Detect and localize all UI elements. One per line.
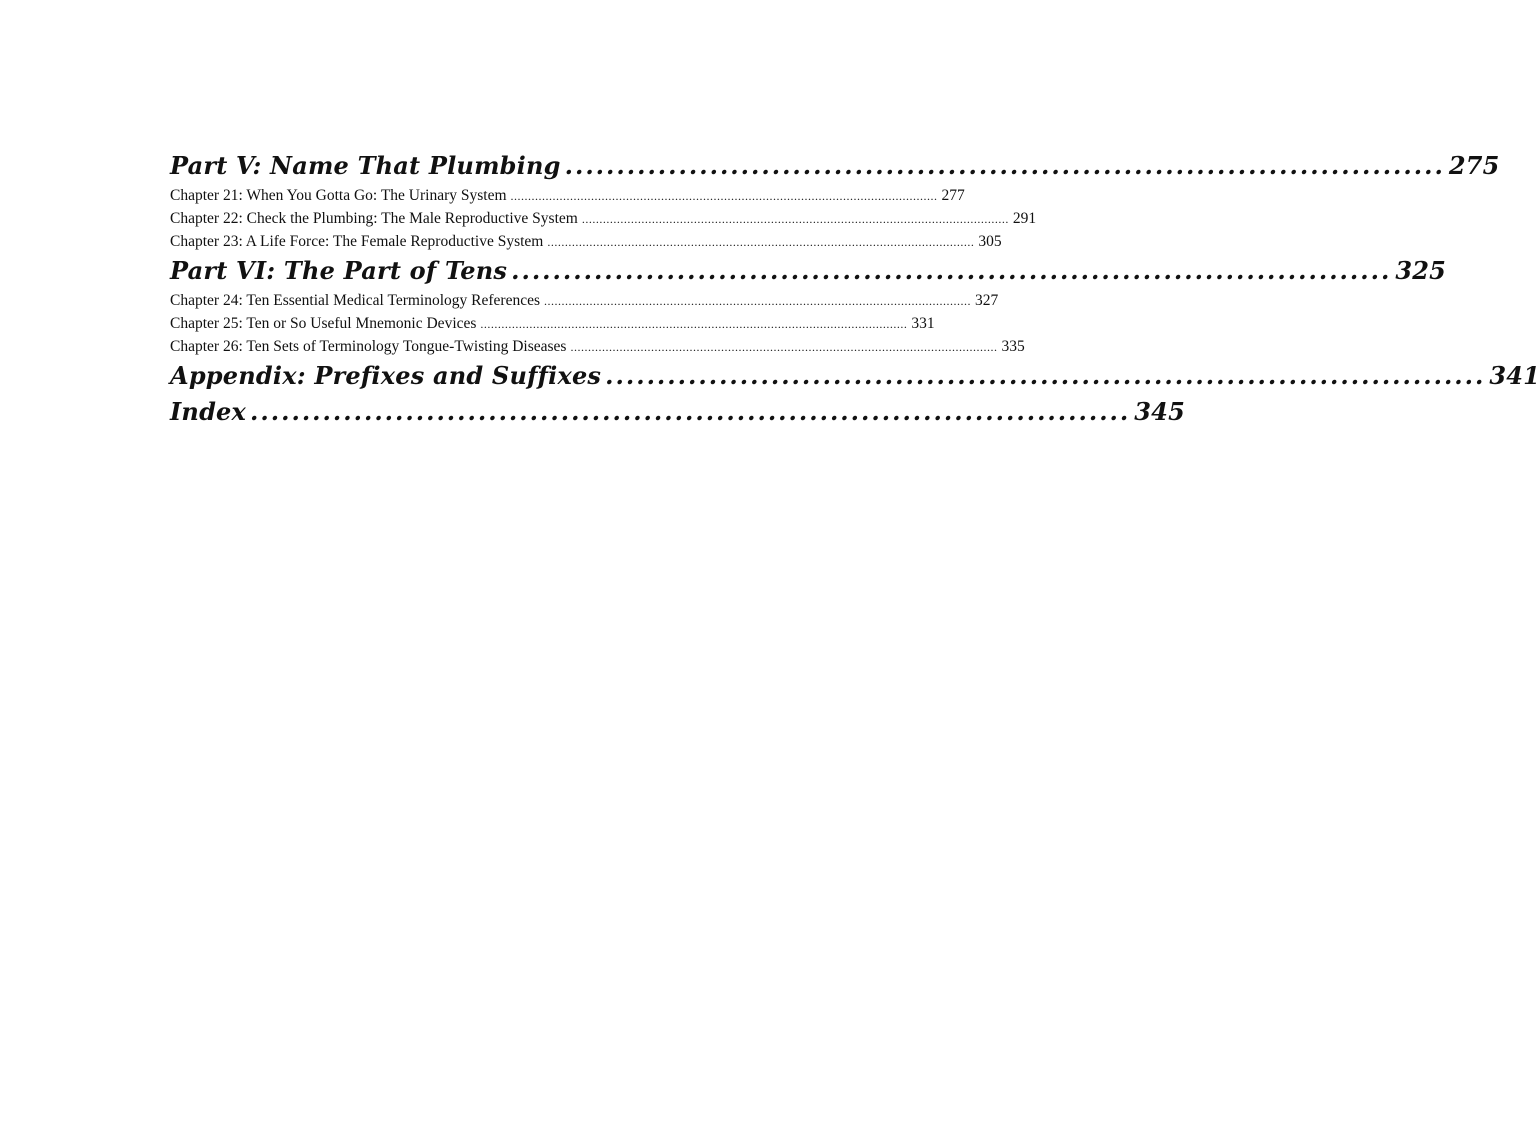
dot-leader: .......................................................................................................................... bbox=[581, 212, 1009, 226]
page-number: 275 bbox=[1448, 151, 1500, 180]
dot-leader: ..................................................................................... bbox=[605, 361, 1486, 390]
page-number: 331 bbox=[911, 315, 935, 332]
chapter-entry-24[interactable] bbox=[170, 289, 999, 312]
chapter-title: Chapter 25: Ten or So Useful Mnemonic Devices bbox=[170, 315, 477, 332]
chapter-entry-23[interactable] bbox=[170, 230, 1002, 253]
part-title: Part VI: The Part of Tens bbox=[170, 256, 508, 285]
chapter-entry-21[interactable] bbox=[170, 184, 965, 207]
page-number: 291 bbox=[1012, 210, 1037, 227]
chapter-entry-25[interactable] bbox=[170, 312, 935, 335]
chapter-entry-26[interactable] bbox=[170, 335, 1025, 358]
index-heading[interactable] bbox=[170, 394, 1185, 430]
part-heading-vi[interactable] bbox=[170, 253, 1447, 289]
appendix-heading[interactable] bbox=[170, 358, 1540, 394]
page-number: 305 bbox=[978, 233, 1002, 250]
page-number: 277 bbox=[941, 187, 965, 204]
dot-leader: .......................................................................................................................... bbox=[547, 235, 975, 249]
page-number: 345 bbox=[1134, 397, 1185, 426]
dot-leader: .......................................................................................................................... bbox=[510, 189, 938, 203]
page-number: 335 bbox=[1001, 338, 1025, 355]
part-heading-v[interactable] bbox=[170, 148, 1500, 184]
chapter-title: Chapter 24: Ten Essential Medical Terminology References bbox=[170, 292, 541, 309]
dot-leader: .......................................................................................................................... bbox=[570, 340, 998, 354]
dot-leader: ..................................................................................... bbox=[511, 256, 1392, 285]
appendix-title: Appendix: Prefixes and Suffixes bbox=[170, 361, 602, 390]
chapter-title: Chapter 21: When You Gotta Go: The Urinary System bbox=[170, 187, 507, 204]
page-number: 327 bbox=[975, 292, 999, 309]
dot-leader: ..................................................................................... bbox=[564, 151, 1445, 180]
dot-leader: ..................................................................................... bbox=[250, 397, 1131, 426]
page-number: 341 bbox=[1489, 361, 1540, 390]
page-number: 325 bbox=[1395, 256, 1447, 285]
chapter-title: Chapter 26: Ten Sets of Terminology Tongue-Twisting Diseases bbox=[170, 338, 567, 355]
chapter-title: Chapter 23: A Life Force: The Female Reproductive System bbox=[170, 233, 544, 250]
part-title: Part V: Name That Plumbing bbox=[170, 151, 561, 180]
chapter-title: Chapter 22: Check the Plumbing: The Male Reproductive System bbox=[170, 210, 578, 227]
chapter-entry-22[interactable] bbox=[170, 207, 1037, 230]
dot-leader: .......................................................................................................................... bbox=[480, 317, 908, 331]
table-of-contents bbox=[170, 148, 1540, 430]
index-title: Index bbox=[170, 397, 247, 426]
dot-leader: .......................................................................................................................... bbox=[544, 294, 972, 308]
